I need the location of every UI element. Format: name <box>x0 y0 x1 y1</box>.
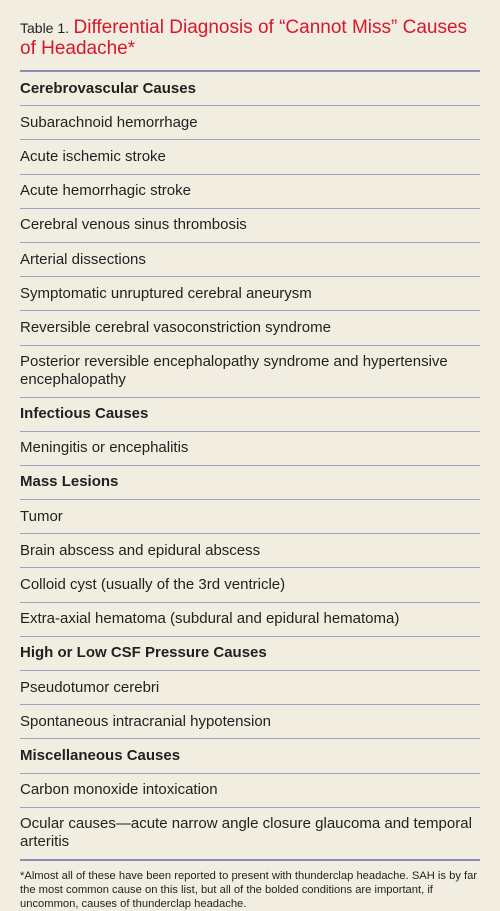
table-row <box>20 774 480 807</box>
table-row <box>20 705 480 738</box>
row-label: Colloid cyst (usually of the 3rd ventricle) <box>20 576 286 594</box>
row-label: Extra-axial hematoma (subdural and epidural hematoma) <box>20 610 400 628</box>
table-row <box>20 500 480 533</box>
table-title-text: Differential Diagnosis of “Cannot Miss” Causes of Headache* <box>20 17 468 59</box>
row-label: Pseudotumor cerebri <box>20 678 160 696</box>
table-row <box>20 243 480 276</box>
table-row <box>20 209 480 242</box>
table-row <box>20 671 480 704</box>
section-header <box>20 466 480 499</box>
table-row <box>20 106 480 139</box>
section-header <box>20 739 480 772</box>
row-label: Acute ischemic stroke <box>20 147 166 165</box>
table-row <box>20 277 480 310</box>
row-label: Subarachnoid hemorrhage <box>20 113 198 131</box>
row-label: Reversible cerebral vasoconstriction syndrome <box>20 318 331 336</box>
table-row <box>20 808 480 859</box>
table-row <box>20 568 480 601</box>
row-label: Posterior reversible encephalopathy syndrome and hypertensive encephalopathy <box>20 353 448 388</box>
section-header-label: Mass Lesions <box>20 473 119 491</box>
footnote: *Almost all of these have been reported to present with thunderclap headache. SAH is by far the most common cause on this list, but all of the bolded conditions are important, if uncommon, causes of thunderclap headache. <box>20 869 478 910</box>
section-header-label: Miscellaneous Causes <box>20 746 181 764</box>
title-gap <box>20 60 480 70</box>
row-label: Spontaneous intracranial hypotension <box>20 712 272 730</box>
row-label: Brain abscess and epidural abscess <box>20 541 261 559</box>
table-row <box>20 311 480 344</box>
row-label: Meningitis or encephalitis <box>20 439 189 457</box>
table-row <box>20 603 480 636</box>
row-label: Symptomatic unruptured cerebral aneurysm <box>20 284 312 302</box>
table-body <box>20 72 480 859</box>
section-header-label: Infectious Causes <box>20 405 149 423</box>
section-header <box>20 72 480 105</box>
table-row <box>20 534 480 567</box>
section-header <box>20 637 480 670</box>
table-title <box>20 0 480 60</box>
table-row <box>20 140 480 173</box>
table-row <box>20 175 480 208</box>
row-label: Tumor <box>20 507 63 525</box>
row-label: Carbon monoxide intoxication <box>20 781 218 799</box>
section-header-label: Cerebrovascular Causes <box>20 79 196 97</box>
section-header <box>20 398 480 431</box>
row-label: Cerebral venous sinus thrombosis <box>20 216 247 234</box>
row-label: Acute hemorrhagic stroke <box>20 182 191 200</box>
table-row <box>20 346 480 397</box>
row-label: Arterial dissections <box>20 250 146 268</box>
section-header-label: High or Low CSF Pressure Causes <box>20 644 267 662</box>
table-label: Table 1. <box>20 20 70 36</box>
row-label: Ocular causes—acute narrow angle closure glaucoma and temporal arteritis <box>20 815 472 851</box>
table-row <box>20 432 480 465</box>
